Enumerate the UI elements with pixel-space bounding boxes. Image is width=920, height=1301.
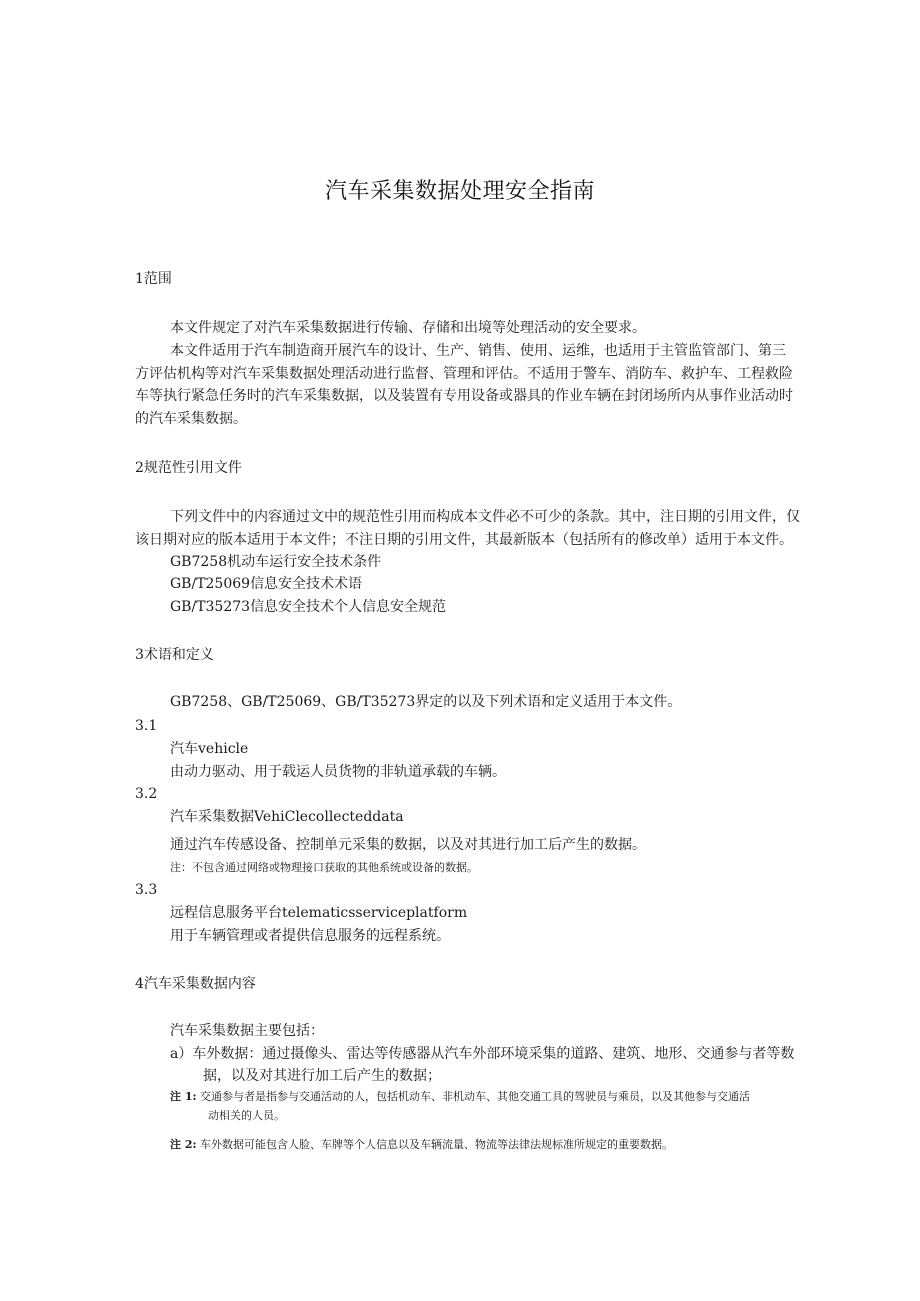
note-2-text: 车外数据可能包含人脸、车牌等个人信息以及车辆流量、物流等法律法规标准所规定的重要数据。	[200, 1138, 674, 1151]
term-definition: 用于车辆管理或者提供信息服务的远程系统。	[170, 928, 450, 944]
reference-item: GB7258机动车运行安全技术条件	[170, 554, 382, 570]
section-1-paragraph-1: 本文件规定了对汽车采集数据进行传输、存储和出境等处理活动的安全要求。	[170, 320, 646, 336]
note-2-label: 注 2:	[170, 1138, 197, 1151]
note-1-text-line-1: 交通参与者是指参与交通活动的人，包括机动车、非机动车、其他交通工具的驾驶员与乘员，以及其他参与交通活	[200, 1090, 751, 1103]
document-title: 汽车采集数据处理安全指南	[324, 179, 595, 204]
note-2	[170, 1138, 673, 1152]
section-4-intro: 汽车采集数据主要包括：	[170, 1023, 324, 1039]
list-item-a-line-2: 据，以及对其进行加工后产生的数据；	[203, 1068, 441, 1084]
section-1-paragraph-2-line-3: 车等执行紧急任务时的汽车采集数据，以及装置有专用设备或器具的作业车辆在封闭场所内从事作业活动时	[135, 388, 793, 404]
note-1	[170, 1090, 750, 1104]
reference-item: GB/T25069信息安全技术术语	[170, 576, 363, 592]
section-4-heading: 4汽车采集数据内容	[135, 976, 256, 992]
section-1-paragraph-2-line-1: 本文件适用于汽车制造商开展汽车的设计、生产、销售、使用、运维，也适用于主管监管部门、第三	[170, 343, 786, 359]
reference-item: GB/T35273信息安全技术个人信息安全规范	[170, 599, 447, 615]
section-1-paragraph-2-line-4: 的汽车采集数据。	[135, 411, 247, 427]
section-1-heading: 1范围	[135, 271, 172, 287]
note-1-label: 注 1:	[170, 1090, 197, 1103]
term-name: 远程信息服务平台telematicsserviceplatform	[170, 905, 468, 921]
section-2-paragraph-line-1: 下列文件中的内容通过文中的规范性引用而构成本文件必不可少的条款。其中，注日期的引用文件，仅	[170, 509, 800, 525]
term-definition: 通过汽车传感设备、控制单元采集的数据，以及对其进行加工后产生的数据。	[170, 837, 646, 853]
section-2-paragraph-line-2: 该日期对应的版本适用于本文件；不注日期的引用文件，其最新版本（包括所有的修改单）适用于本文件。	[135, 532, 793, 548]
note-1-text-line-2: 动相关的人员。	[208, 1109, 285, 1122]
term-number: 3.1	[135, 718, 158, 734]
term-name: 汽车vehicle	[170, 741, 249, 757]
list-item-a-line-1: a）车外数据：通过摄像头、雷达等传感器从汽车外部环境采集的道路、建筑、地形、交通参与者等数	[170, 1046, 795, 1062]
section-3-intro: GB7258、GB/T25069、GB/T35273界定的以及下列术语和定义适用于本文件。	[170, 694, 682, 710]
term-number: 3.2	[135, 786, 158, 802]
term-definition: 由动力驱动、用于载运人员货物的非轨道承载的车辆。	[170, 764, 506, 780]
section-1-paragraph-2-line-2: 方评估机构等对汽车采集数据处理活动进行监督、管理和评估。不适用于警车、消防车、救护车、工程救险	[135, 366, 793, 382]
term-name: 汽车采集数据VehiClecollecteddata	[170, 809, 404, 825]
term-number: 3.3	[135, 882, 158, 898]
section-3-heading: 3术语和定义	[135, 647, 214, 663]
term-note: 注：不包含通过网络或物理接口获取的其他系统或设备的数据。	[170, 861, 478, 874]
section-2-heading: 2规范性引用文件	[135, 460, 242, 476]
